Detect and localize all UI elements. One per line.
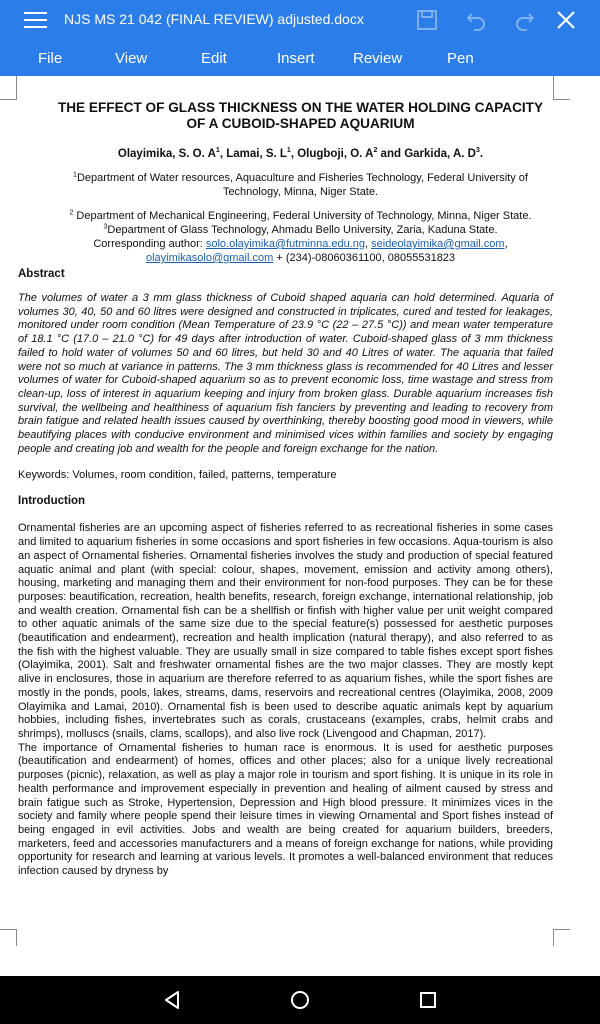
close-icon[interactable] <box>554 8 578 32</box>
abstract-heading: Abstract <box>18 268 65 280</box>
menu-icon[interactable] <box>24 12 48 28</box>
introduction-paragraph: Ornamental fisheries are an upcoming aspect of fisheries referred to as recreational fisheries in some cases and limited to aquarium fisheries in some occasions and sport fisheries in few occasions. Aqua-tourism is also an aspect of Ornamental fisheries. Ornamental fisheries involves the study and production of special featured aquatic animal and plant (with special: colour, shapes, movement, emission and activity among others), housing, marketing and managing them and their environment for non-food purposes. They can be for these purposes: beautification, recreation, health benefits, research, foreign exchange, international relationship, job and wealth creation. Ornamental fish can be a shellfish or finfish with higher value per unit weight compared to other aquatic animals of the same size due to the special feature(s) possessed for aesthetic purposes (beautification and endearment), recreation and health implication (natural therapy), and also referred to as the fish with the highest valuable. They are usually small in size compared to table fishes except sport fishes (Olayimika, 2001). Salt and freshwater ornamental fishes are the two major classes. They are mostly kept alive in enclosures, those in aquarium are therefore referred to as aquarium fishes, while the sport fishes are mostly in the ponds, pools, lakes, streams, dams, reservoirs and recreational centres (Olayimika, 2008, 2009 Olayimika and Lamai, 2010). Ornamental fish is been used to describe aquatic animals kept by aquarium hobbies, including fishes, invertebrates such as corals, crustaceans (examples, crabs, helmit crabs and shrimps), molluscs (snails, clams, scallops), and also live rock (Livengood and Chapman, 2017). <box>18 522 553 740</box>
home-icon[interactable] <box>288 988 312 1012</box>
introduction-paragraph: The importance of Ornamental fisheries to human race is enormous. It is used for aesthetic purposes (beautification and endearment) of homes, offices and other places; also for a unique lively recreational purposes (picnic), relaxation, as well as play a major role in tourism and sport fishing. It is unique in its role in health performance and improvement especially in prevention and healing of ailment caused by stress and brain fatigue such as Stroke, Hypertension, Depression and High blood pressure. It minimizes vices in the society and family where people spend their leisure times in viewing Ornamental and Sport fishes instead of being engaged in evil activities. Jobs and wealth are being created for aquarium builders, breeders, marketers, feed and accessories manufacturers and a means of foreign exchange for nations, while providing opportunity for research and learning at various levels. It promotes a well-balanced environment that reduces infection caused by dryness by <box>18 741 553 878</box>
affiliation-1: $^1$Department of Water resources, Aquaculture and Fisheries Technology, Federal University of Technology, Minna, Niger State. <box>73 171 528 198</box>
back-icon[interactable] <box>160 988 184 1012</box>
save-icon[interactable] <box>415 8 439 32</box>
document-canvas[interactable] <box>0 76 600 976</box>
document-page <box>18 100 553 879</box>
page-corner-mark <box>553 76 570 100</box>
page-corner-mark <box>553 929 570 946</box>
system-nav-bar <box>0 976 600 1024</box>
page-corner-mark <box>0 76 17 100</box>
keywords-label: Keywords <box>18 469 67 482</box>
email-link[interactable]: olayimikasolo@gmail.com <box>145 252 274 264</box>
recents-icon[interactable] <box>416 988 440 1012</box>
page-corner-mark <box>0 929 17 946</box>
keywords <box>18 468 553 482</box>
document-title: NJS MS 21 042 (FINAL REVIEW) adjusted.docx <box>64 11 364 27</box>
abstract-text: The volumes of water a 3 mm glass thickness of Cuboid shaped aquaria can hold determined. Aquaria of volumes 30, 40, 50 and 60 litres were designed and constructed in triplicates, cured and tested for leakages, monitored under room condition (Mean Temperature of 23.9 °C (22 – 27.5 °C)) and mean water temperature of 18.1 °C (17.0 – 21.0 °C) for 49 days after introduction of water. Cuboid-shaped glass of 3 mm thickness failed to hold water of volumes 50 and 60 litres, but held 30 and 40 Litres of water. The aquaria that failed were not so much at variance in patterns. The 3 mm thickness glass is recommended for 40 Litres and lesser volumes of water for Cuboid-shaped aquarium so as to prevent economic loss, time wastage and stress from clean-up, loss of interest in aquarium keeping and injury from broken glass. Durable aquarium increases fish survival, the wellbeing and healthiness of aquarium fish fanciers by preventing and leading to recovery from brain fatigue and related health issues caused by overthinking, thereby boosting good mood in viewers, while beautifying places with conducive environment and minimised vices within families and society by engaging people and creating job and wealth for the people and foreign exchange for the nation. <box>18 292 553 455</box>
menu-bar <box>0 40 600 76</box>
paper-title: THE EFFECT OF GLASS THICKNESS ON THE WATER HOLDING CAPACITY OF A CUBOID-SHAPED AQUARIUM <box>57 100 544 131</box>
undo-icon[interactable] <box>464 8 488 32</box>
menu-file[interactable]: File <box>38 50 63 67</box>
author-list: Olayimika, S. O. $A^1$, Lamai, S. $L^1$, Olugboji, O. $A^2$ and Garkida, A. $D^3$. <box>117 147 484 160</box>
introduction-heading: Introduction <box>18 495 86 508</box>
email-link[interactable]: solo.olayimika@futminna.edu.ng <box>205 238 366 250</box>
email-link[interactable]: seideolayimika@gmail.com <box>371 238 505 250</box>
menu-view[interactable]: View <box>115 50 148 67</box>
menu-review[interactable]: Review <box>353 50 403 67</box>
menu-pen[interactable]: Pen <box>447 50 474 67</box>
title-bar <box>0 0 600 40</box>
redo-icon[interactable] <box>513 8 537 32</box>
affiliation-2: $^2$ Department of Mechanical Engineering, Federal University of Technology, Minna, Niger State. $^3$Department of Glass Technology, Ahmadu Bello University, Zaria, Kaduna State. Corresponding author: solo.olayimika@futminna.edu.ng, seideolayimika@gmail.com, olayimikasolo@gmail.com + (234)-08060361100, 08055531823 <box>69 209 532 264</box>
menu-insert[interactable]: Insert <box>277 50 315 67</box>
keywords-text: : Volumes, room condition, failed, patterns, temperature <box>66 469 337 482</box>
menu-edit[interactable]: Edit <box>201 50 227 67</box>
